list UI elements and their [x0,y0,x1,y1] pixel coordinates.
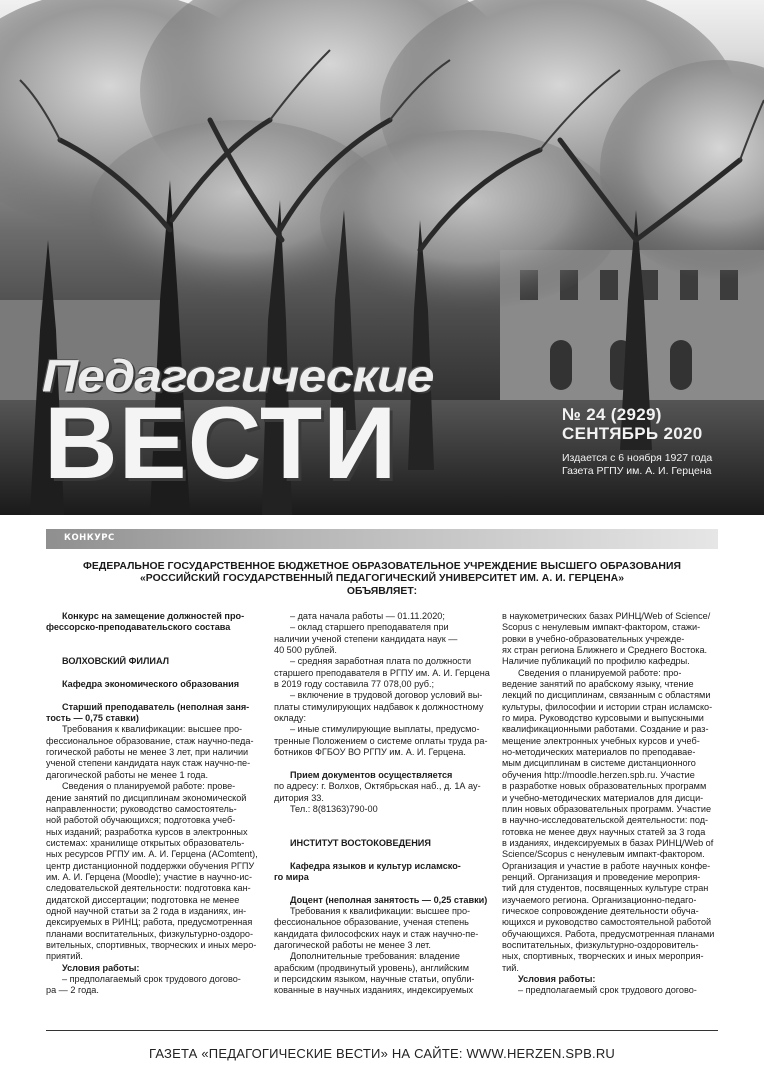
footer-divider [46,1030,718,1031]
text-column-3 [502,611,720,997]
column-text-line: и персидским языком, научные статьи, опубли- [274,974,475,984]
column-text-line: следовательской деятельности: подготовка кан- [46,883,251,894]
column-text-line: – дата начала работы — 01.11.2020; [290,611,445,621]
headline-line3: ОБЪЯВЛЯЕТ: [346,585,418,597]
column-text-line [46,668,264,679]
column-text-line: дение занятий по дисциплинам экономической [46,792,247,803]
column-text-line [274,883,492,894]
column-text-line: направленности; руководство самостоятель- [46,803,237,814]
column-text-line: Science/Scopus с ненулевым импакт-фактором. [502,849,705,860]
headline-line2: «РОССИЙСКИЙ ГОСУДАРСТВЕННЫЙ ПЕДАГОГИЧЕСКИЙ УНИВЕРСИТЕТ ИМ. А. И. ГЕРЦЕНА» [139,573,625,585]
column-text-line: воспитательных, физкультурно-оздоровитель- [502,939,699,950]
column-text-line: Требования к квалификации: высшее про- [290,905,471,916]
column-text-line: фессорско-преподавательского состава [46,622,231,633]
column-text-line: изучаемого региона. Организационно-педаго- [502,894,697,905]
column-text-line: ющихся и руководство самостоятельной работой [502,917,712,928]
column-text-line: Кафедра экономического образования [62,679,240,690]
column-text-line: Условия работы: [62,962,140,973]
column-text-line: квалификационными работами. Создание и раз- [502,724,709,735]
column-text-line: приятий. [46,951,83,962]
section-label: КОНКУРС [64,533,115,543]
column-text-line [46,645,264,656]
column-text-line: ВОЛХОВСКИЙ ФИЛИАЛ [62,656,170,667]
column-text-line: Организация и участие в работе научных конфе- [502,860,711,871]
column-text-line: тренные Положением о системе оплаты труда ра- [274,735,488,746]
column-text-line: дидатской диссертации; подготовка не менее [46,894,240,905]
column-text-line: ровки в учебно-образовательных учрежде- [502,633,685,644]
column-text-line: арабским (продвинутый уровень), английским [274,962,469,973]
column-text-line: наличии ученой степени кандидата наук — [274,633,458,644]
column-text-line: дагогической работы не менее 3 лет. [274,939,431,950]
column-text-line: дагогической работы не менее 1 года. [46,769,209,780]
column-text-line: обучения http://moodle.herzen.spb.ru. Участие [502,769,695,780]
column-text-line: ных, спортивных, творческих и иных мероприя- [502,951,704,962]
column-text-line: – средняя заработная плата по должности [290,656,472,667]
text-column-1 [46,611,264,997]
column-text-line: в 2019 году составила 77 078,00 руб.; [274,679,435,690]
issue-date: СЕНТЯБРЬ 2020 [562,424,703,443]
issue-info [562,405,712,478]
section-bar [46,529,718,549]
newspaper-title-line2: ВЕСТИ [44,386,398,500]
column-text-line: кандидата философских наук и стаж научно-пе- [274,928,479,939]
column-text-line: мещение электронных учебных курсов и учеб- [502,735,700,746]
column-text-line: лекций по дисциплинам, связанным с областями [502,690,711,701]
masthead-photo [0,0,764,515]
column-text-line: тий для студентов, посвященных культуре стран [502,883,709,894]
column-text-line: ях стран региона Ближнего и Среднего Востока. [502,645,708,656]
column-text-line: гогической работы не менее 3 лет, при наличии [46,747,249,758]
column-text-line: – предполагаемый срок трудового догово- [518,985,697,996]
column-text-line: – оклад старшего преподавателя при [290,622,449,633]
column-text-line: одной научной статьи за 2 года в изданиях, ин- [46,905,247,916]
newspaper-title-line1: Педагогические [42,350,434,402]
column-text-line: но-методических материалов по преподавае- [502,747,696,758]
column-text-line: Сведения о планируемой работе: про- [518,667,682,678]
column-text-line: Условия работы: [518,974,596,984]
column-text-line [274,827,492,838]
column-text-line: Требования к квалификации: высшее про- [62,724,243,735]
column-text-line: в научно-исследовательской деятельности: под- [502,815,709,826]
column-text-line: в изданиях, индексируемых в базах РИНЦ/Web of [502,837,714,848]
column-text-line: системах: хранилище открытых образователь- [46,837,245,848]
column-text-line: 40 500 рублей. [274,645,337,656]
column-text-line: Прием документов осуществляется [290,769,453,780]
column-text-line: Старший преподаватель (неполная заня- [62,701,250,712]
column-text-line: ра — 2 года. [46,985,99,996]
column-text-line: ренций. Организация и проведение мероприя- [502,871,701,882]
issue-number: № 24 (2929) [562,405,662,424]
column-text-line: старшего преподавателя в РГПУ им. А. И. Герцена [274,667,490,678]
column-text-line: гическое сопровождение деятельности обуча- [502,905,699,916]
column-text-line: обучающихся. Работа, предусмотренная планами [502,928,715,939]
column-text-line: Конкурс на замещение должностей про- [62,611,245,621]
column-text-line [274,815,492,826]
footer-website-note: ГАЗЕТА «ПЕДАГОГИЧЕСКИЕ ВЕСТИ» НА САЙТЕ: WWW.HERZEN.SPB.RU [148,1046,616,1061]
column-text-line: окладу: [274,713,306,724]
column-text-line: платы стимулирующих надбавок к должностному [274,701,484,712]
column-text-line: го мира. Руководство курсовыми и выпускными [502,713,704,724]
column-text-line: Тел.: 8(81363)790-00 [290,803,378,814]
column-text-line: – иные стимулирующие выплаты, предусмо- [290,724,480,735]
column-text-line: и учебно-методических материалов для дисци- [502,792,704,803]
column-text-line: тий. [502,962,519,973]
column-text-line: дитория 33. [274,792,324,803]
column-text-line: Кафедра языков и культур исламско- [290,860,461,871]
column-text-line: вительных, спортивных, творческих и иных меро- [46,939,257,950]
column-text-line: ведение занятий по арабскому языку, чтение [502,679,694,690]
column-text-line: фессиональное образование, стаж научно-педа- [46,735,254,746]
column-text-line: ных ресурсов РГПУ им. А. И. Герцена (AComtent), [46,849,258,860]
column-text-line: ной работой обучающихся; подготовка учеб- [46,815,236,826]
column-text-line: по адресу: г. Волхов, Октябрьская наб., д. 1А ау- [274,781,481,792]
column-text-line: Наличие публикаций по профилю кафедры. [502,656,690,667]
headline-line1: ФЕДЕРАЛЬНОЕ ГОСУДАРСТВЕННОЕ БЮДЖЕТНОЕ ОБРАЗОВАТЕЛЬНОЕ УЧРЕЖДЕНИЕ ВЫСШЕГО ОБРАЗОВАНИЯ [83,561,681,572]
column-text-line: центр дистанционной поддержки обучения РГПУ [46,860,255,871]
column-text-line: готовка не менее двух научных статей за 3 года [502,826,706,837]
column-text-line [46,690,264,701]
column-text-line: им. А. И. Герцена (Moodle); участие в научно-ис- [46,871,253,882]
column-text-line: культуры, философии и истории стран исламско- [502,701,713,712]
column-text-line: Сведения о планируемой работе: прове- [62,781,236,792]
column-text-line: – включение в трудовой договор условий вы- [290,690,483,701]
publisher: Газета РГПУ им. А. И. Герцена [562,465,712,477]
column-text-line [46,634,264,645]
column-text-line: в разработке новых образовательных программ [502,781,707,792]
column-text-line: Scopus с ненулевым импакт-фактором, стажи- [502,622,701,633]
column-text-line: планами воспитательных, физкультурно-оздоро- [46,928,254,939]
column-text-line: ИНСТИТУТ ВОСТОКОВЕДЕНИЯ [290,837,431,848]
column-text-line: мым дисциплинам в системе дистанционного [502,758,696,769]
column-text-line [274,849,492,860]
column-text-line: ных изданий; разработка курсов в электронных [46,826,248,837]
column-text-line: кованные в научных изданиях, индексируемых [274,985,474,996]
column-text-line: ученой степени кандидата наук стаж научно-пе- [46,758,251,769]
column-text-line: в наукометрических базах РИНЦ/Web of Science/ [502,611,711,621]
announcement-headline [46,561,718,598]
column-text-line: ботников ФГБОУ ВО РГПУ им. А. И. Герцена. [274,747,466,758]
text-column-2 [274,611,492,997]
column-text-line: фессиональное образование, ученая степень [274,917,469,928]
column-text-line: Доцент (неполная занятость — 0,25 ставки) [290,894,488,905]
column-text-line: – предполагаемый срок трудового догово- [62,974,241,984]
column-text-line: тость — 0,75 ставки) [46,713,139,724]
published-since: Издается с 6 ноября 1927 года [562,452,713,464]
column-text-line: Дополнительные требования: владение [290,951,460,962]
column-text-line: плин новых образовательных программ. Участие [502,803,712,814]
column-text-line: го мира [274,871,309,882]
column-text-line: дексируемых в РИНЦ; работа, предусмотренная [46,917,253,928]
column-text-line [274,758,492,769]
